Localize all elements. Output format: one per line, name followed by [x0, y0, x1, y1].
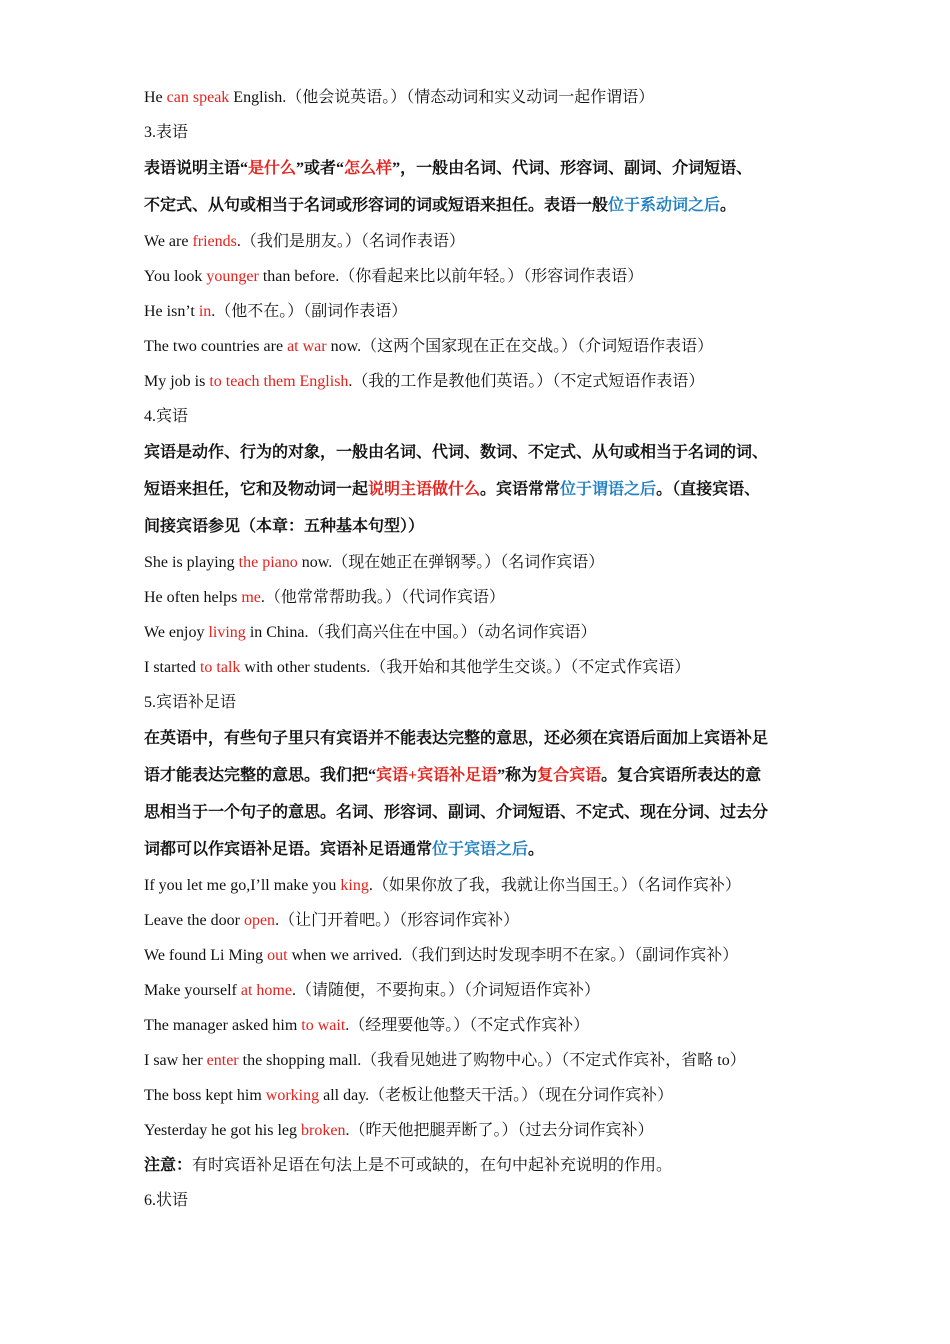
text-run: 。 [720, 197, 737, 214]
section-heading [144, 115, 824, 150]
example-line [144, 364, 824, 399]
highlighted-text: 说明主语做什么 [368, 481, 481, 498]
text-run: .（昨天他把腿弄断了。）（过去分词作宾补） [345, 1122, 654, 1139]
example-line [144, 903, 824, 938]
example-line [144, 294, 824, 329]
text-run: 。 [528, 841, 545, 858]
text-run: 5.宾语补足语 [144, 694, 237, 711]
text-run: ”，一般由名词、代词、形容词、副词、介词短语、 [392, 160, 753, 177]
example-line [144, 1008, 824, 1043]
highlighted-text: out [267, 947, 288, 964]
text-run: with other students.（我开始和其他学生交谈。）（不定式作宾语） [240, 659, 691, 676]
text-run: now.（现在她正在弹钢琴。）（名词作宾语） [297, 554, 605, 571]
text-run: 。复合宾语所表达的意 [601, 767, 762, 784]
text-run: 。（直接宾语、 [656, 481, 761, 498]
example-line [144, 1113, 824, 1148]
text-run: English.（他会说英语。）（情态动词和实义动词一起作谓语） [229, 89, 655, 106]
text-run: The two countries are [144, 338, 288, 355]
text-run: 词都可以作宾语补足语。宾语补足语通常 [144, 841, 433, 858]
example-line [144, 259, 824, 294]
example-line [144, 580, 824, 615]
text-run: .（他不在。）（副词作表语） [211, 303, 408, 320]
text-run: 6.状语 [144, 1192, 189, 1209]
text-run: 宾语是动作、行为的对象，一般由名词、代词、数词、不定式、从句或相当于名词的词、 [144, 444, 769, 461]
text-run: He [144, 89, 167, 106]
definition-line [144, 757, 824, 794]
definition-line [144, 720, 824, 757]
text-run: We are [144, 233, 193, 250]
definition-line [144, 150, 824, 187]
example-line [144, 545, 824, 580]
text-run: 4.宾语 [144, 408, 189, 425]
highlighted-text: at war [287, 338, 327, 355]
example-line [144, 1043, 824, 1078]
text-run: Leave the door [144, 912, 244, 929]
text-run: My job is [144, 373, 210, 390]
example-line [144, 329, 824, 364]
highlighted-text: younger [206, 268, 259, 285]
highlighted-text: me [241, 589, 261, 606]
highlighted-text: 宾语+宾语补足语 [376, 767, 498, 784]
text-run: 间接宾语参见（本章：五种基本句型）） [144, 518, 425, 535]
example-line [144, 973, 824, 1008]
text-run: all day.（老板让他整天干活。）（现在分词作宾补） [319, 1087, 674, 1104]
highlighted-text: 位于系动词之后 [608, 197, 721, 214]
highlighted-text: 是什么 [248, 160, 297, 177]
section-heading [144, 399, 824, 434]
highlighted-text: working [265, 1087, 320, 1104]
text-run: when we arrived.（我们到达时发现李明不在家。）（副词作宾补） [287, 947, 739, 964]
definition-line [144, 831, 824, 868]
text-run: .（让门开着吧。）（形容词作宾补） [275, 912, 520, 929]
highlighted-text: to talk [199, 659, 241, 676]
definition-line [144, 471, 824, 508]
section-heading [144, 685, 824, 720]
highlighted-text: king [340, 877, 369, 894]
text-run: ”或者“ [296, 160, 345, 177]
text-run: the shopping mall.（我看见她进了购物中心。）（不定式作宾补，省略 to） [238, 1052, 746, 1069]
text-run: He isn’t [144, 303, 199, 320]
text-run: .（他常常帮助我。）（代词作宾语） [260, 589, 505, 606]
text-run: Make yourself [144, 982, 241, 999]
highlighted-text: 复合宾语 [537, 767, 602, 784]
example-line [144, 615, 824, 650]
highlighted-text: broken [301, 1122, 346, 1139]
example-line [144, 868, 824, 903]
text-run: ”称为 [497, 767, 538, 784]
text-run: 在英语中，有些句子里只有宾语并不能表达完整的意思，还必须在宾语后面加上宾语补足 [144, 730, 769, 747]
text-run: We found Li Ming [144, 947, 268, 964]
text-run: 不定式、从句或相当于名词或形容词的词或短语来担任。表语一般 [144, 197, 609, 214]
highlighted-text: 位于谓语之后 [560, 481, 657, 498]
text-run: 短语来担任，它和及物动词一起 [144, 481, 369, 498]
highlighted-text: at home [240, 982, 292, 999]
text-run: 思相当于一个句子的意思。名词、形容词、副词、介词短语、不定式、现在分词、过去分 [144, 804, 769, 821]
text-run: 表语说明主语“ [144, 160, 249, 177]
text-run: We enjoy [144, 624, 209, 641]
text-run: 注意： [144, 1157, 193, 1174]
text-run: I started [144, 659, 200, 676]
text-run: He often helps [144, 589, 242, 606]
text-run: .（我的工作是教他们英语。）（不定式短语作表语） [348, 373, 705, 390]
highlighted-text: to teach them English [209, 373, 349, 390]
definition-line [144, 434, 824, 471]
highlighted-text: enter [206, 1052, 239, 1069]
highlighted-text: in [198, 303, 212, 320]
section-heading [144, 1183, 824, 1218]
text-run: Yesterday he got his leg [144, 1122, 302, 1139]
text-run: 3.表语 [144, 124, 189, 141]
text-run: You look [144, 268, 207, 285]
text-run: 。宾语常常 [480, 481, 561, 498]
text-run: than before.（你看起来比以前年轻。）（形容词作表语） [258, 268, 644, 285]
highlighted-text: can speak [166, 89, 230, 106]
text-run: 有时宾语补足语在句法上是不可或缺的，在句中起补充说明的作用。 [192, 1157, 673, 1174]
text-run: If you let me go,I’ll make you [144, 877, 341, 894]
definition-line [144, 187, 824, 224]
definition-line [144, 794, 824, 831]
example-line [144, 80, 824, 115]
text-run: 语才能表达完整的意思。我们把“ [144, 767, 377, 784]
text-run: She is playing [144, 554, 239, 571]
text-run: .（我们是朋友。）（名词作表语） [236, 233, 465, 250]
example-line [144, 1078, 824, 1113]
text-run: The manager asked him [144, 1017, 302, 1034]
highlighted-text: living [208, 624, 246, 641]
example-line [144, 938, 824, 973]
highlighted-text: open [243, 912, 276, 929]
text-run: I saw her [144, 1052, 207, 1069]
text-run: The boss kept him [144, 1087, 266, 1104]
text-run: in China.（我们高兴住在中国。）（动名词作宾语） [245, 624, 597, 641]
highlighted-text: to wait [301, 1017, 346, 1034]
text-run: .（如果你放了我，我就让你当国王。）（名词作宾补） [368, 877, 741, 894]
text-run: .（经理要他等。）（不定式作宾补） [345, 1017, 590, 1034]
example-line [144, 224, 824, 259]
document-body [144, 80, 824, 1218]
highlighted-text: 怎么样 [344, 160, 393, 177]
example-line [144, 1148, 824, 1183]
highlighted-text: the piano [238, 554, 298, 571]
text-run: now.（这两个国家现在正在交战。）（介词短语作表语） [326, 338, 714, 355]
text-run: .（请随便，不要拘束。）（介词短语作宾补） [291, 982, 600, 999]
definition-line [144, 508, 824, 545]
highlighted-text: 位于宾语之后 [432, 841, 529, 858]
example-line [144, 650, 824, 685]
highlighted-text: friends [192, 233, 237, 250]
